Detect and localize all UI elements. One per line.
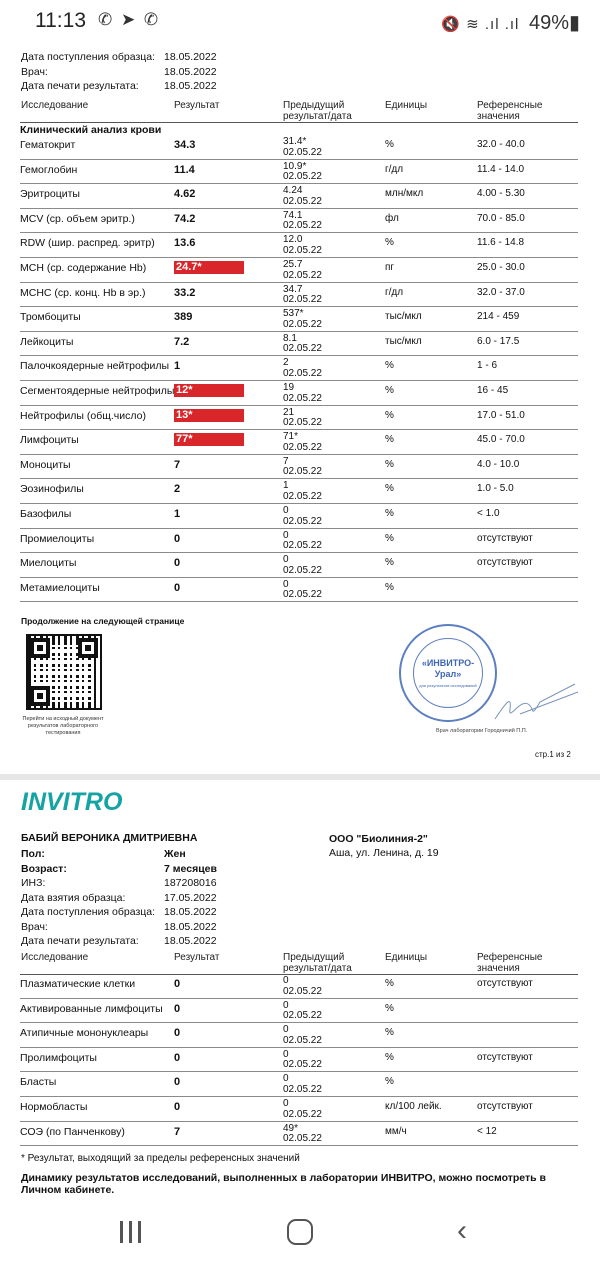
test-name: Активированные лимфоциты [20,1002,163,1015]
result-value: 7.2 [174,335,190,348]
reference-range: отсутствуют [477,1051,533,1063]
result-value: 389 [174,311,193,324]
info-row [21,905,217,919]
previous-result: 19 02.05.22 [283,382,322,404]
table-row [20,455,578,480]
table-row [20,184,578,209]
previous-result: 0 02.05.22 [283,975,322,997]
info-row [21,934,217,948]
reference-range: 4.00 - 5.30 [477,188,525,200]
result-value: 0 [174,1051,181,1064]
result-value: 0 [174,1101,181,1113]
result-value-flagged: 24.7* [174,261,244,274]
reference-range: отсутствуют [477,978,533,989]
reference-range: < 12 [477,1125,497,1137]
table-row [20,430,578,455]
test-name: Палочкоядерные нейтрофилы [20,360,170,373]
reference-range: 45.0 - 70.0 [477,434,525,446]
test-name: Пролимфоциты [20,1051,97,1064]
previous-result: 0 02.05.22 [283,1024,322,1046]
lab-name: ООО "Биолиния-2" [329,833,428,845]
test-name: Эритроциты [20,188,80,201]
reference-range: 214 - 459 [477,311,520,323]
info-row [21,847,186,861]
test-name: Лимфоциты [20,434,79,447]
signature [490,674,580,734]
invitro-logo: INVITRO [21,788,123,816]
unit: % [385,360,394,372]
info-value: 18.05.2022 [164,65,217,78]
test-name: Нейтрофилы (общ.число) [20,409,146,422]
unit: % [385,1051,394,1063]
qr-caption: Перейти на исходный документ результатов лабораторного тестирования [22,716,104,736]
footnote: * Результат, выходящий за пределы референсных значений [21,1153,300,1164]
unit: % [385,409,394,421]
document-page-1 [0,44,600,774]
reference-range: < 1.0 [477,508,500,519]
test-name: Бласты [20,1076,57,1089]
result-value: 2 [174,483,181,496]
info-row [21,920,217,934]
unit: % [385,581,394,593]
document-page-2 [0,780,600,1200]
info-value: 18.05.2022 [164,935,217,947]
table-row [20,553,578,578]
test-name: MCHC (ср. конц. Hb в эр.) [20,286,146,299]
test-name: Миелоциты [20,557,77,570]
table-row [20,406,578,431]
table-row [20,233,578,258]
info-label: Дата печати результата: [21,80,139,92]
result-value: 74.2 [174,212,196,225]
result-value: 11.4 [174,163,195,176]
result-value: 7 [174,1125,181,1138]
info-value: 187208016 [164,877,217,889]
result-value: 0 [174,1076,181,1089]
info-label: Дата печати результата: [21,935,139,947]
info-row [21,65,217,79]
test-name: Базофилы [20,508,72,520]
table-row [20,283,578,308]
divider [20,122,578,123]
test-name: Гемоглобин [20,163,78,176]
unit: % [385,434,394,446]
table-row [20,1048,578,1073]
result-value: 1 [174,360,181,373]
reference-range: 25.0 - 30.0 [477,262,525,273]
previous-result: 0 02.05.22 [283,529,322,552]
previous-result: 49* 02.05.22 [283,1122,322,1145]
unit: г/дл [385,163,404,175]
info-label: Дата взятия образца: [21,891,126,904]
table-row [20,504,578,529]
col-header-ref: Референсные значения [477,100,543,122]
info-row [21,876,217,890]
info-label: ИНЗ: [21,877,46,889]
back-button[interactable]: ‹ [457,1214,467,1247]
previous-result: 0 02.05.22 [283,505,322,527]
info-row [21,891,217,905]
result-value: 0 [174,557,181,570]
info-label: Дата поступления образца: [21,51,156,63]
info-row [21,79,217,93]
test-name: Эозинофилы [20,483,84,496]
info-value: 17.05.2022 [164,891,217,904]
battery-icon: 49%▮ [528,12,580,34]
unit: % [385,978,394,989]
col-header-test: Исследование [21,952,89,963]
reference-range: 70.0 - 85.0 [477,212,525,224]
reference-range: отсутствуют [477,1101,533,1112]
table-row [20,258,578,283]
test-name: Лейкоциты [20,335,74,348]
test-name: MCV (ср. объем эритр.) [20,212,135,225]
info-label: Врач: [21,920,48,933]
unit: % [385,508,394,519]
unit: % [385,1027,394,1039]
col-header-previous: Предыдущий результат/дата [283,952,352,974]
reference-range: отсутствуют [477,557,533,569]
table-row [20,356,578,381]
doctor-caption: Врач лаборатории Городничий П.П. [436,728,528,734]
table-row [20,307,578,332]
previous-result: 537* 02.05.22 [283,308,322,330]
result-value: 0 [174,1027,181,1040]
result-value: 0 [174,1002,181,1015]
previous-result: 12.0 02.05.22 [283,234,322,256]
status-time: 11:13 [35,9,86,32]
result-value: 1 [174,508,181,520]
unit: % [385,532,394,544]
previous-result: 2 02.05.22 [283,357,322,379]
unit: мм/ч [385,1125,407,1137]
previous-result: 0 02.05.22 [283,999,322,1022]
info-label: Врач: [21,65,48,78]
test-name: Атипичные мононуклеары [20,1027,149,1040]
previous-result: 31.4* 02.05.22 [283,136,322,158]
previous-result: 74.1 02.05.22 [283,209,322,232]
table-row [20,1072,578,1097]
test-name: Тромбоциты [20,311,81,324]
table-row [20,999,578,1024]
result-value: 0 [174,978,181,990]
col-header-units: Единицы [385,952,428,963]
unit: % [385,483,394,495]
unit: % [385,139,394,150]
reference-range: 16 - 45 [477,385,509,396]
previous-result: 71* 02.05.22 [283,431,322,453]
result-value: 4.62 [174,188,196,201]
result-value: 34.3 [174,139,196,151]
reference-range: 1 - 6 [477,360,498,372]
unit: % [385,557,394,569]
lab-address: Аша, ул. Ленина, д. 19 [329,847,439,859]
status-bar [0,0,600,44]
unit: кл/100 лейк. [385,1101,442,1112]
table-row [20,135,578,160]
table-row [20,209,578,234]
table-row [20,974,578,999]
previous-result: 0 02.05.22 [283,578,322,601]
unit: % [385,1002,394,1014]
test-name: СОЭ (по Панченкову) [20,1125,125,1138]
result-value: 33.2 [174,286,196,299]
test-name: Моноциты [20,458,71,471]
col-header-ref: Референсные значения [477,952,543,974]
result-value-flagged: 77* [174,433,244,446]
test-name: RDW (шир. распред. эритр) [20,237,155,250]
result-value: 0 [174,532,181,545]
unit: % [385,385,394,396]
dynamics-note: Динамику результатов исследований, выполненных в лаборатории ИНВИТРО, можно посмотреть в Личном кабинете. [21,1172,546,1196]
previous-result: 34.7 02.05.22 [283,283,322,306]
previous-result: 4.24 02.05.22 [283,185,322,207]
previous-result: 1 02.05.22 [283,480,322,502]
lab-stamp: «ИНВИТРО- Урал» для результатов исследований [399,624,497,722]
info-label: Пол: [21,848,45,860]
result-value: 7 [174,458,181,471]
test-name: Промиелоциты [20,532,95,545]
reference-range: 6.0 - 17.5 [477,335,520,347]
col-header-test: Исследование [21,100,89,111]
reference-range: 11.6 - 14.8 [477,237,525,249]
previous-result: 10.9* 02.05.22 [283,160,322,183]
unit: тыс/мкл [385,335,422,347]
reference-range: 17.0 - 51.0 [477,409,525,421]
qr-code[interactable] [26,634,102,710]
test-name: Гематокрит [20,139,76,151]
table-row [20,479,578,504]
recent-apps-button[interactable] [118,1221,144,1245]
reference-range: отсутствуют [477,532,533,544]
unit: % [385,237,394,249]
previous-result: 0 02.05.22 [283,1073,322,1095]
unit: млн/мкл [385,188,424,200]
previous-result: 8.1 02.05.22 [283,332,322,355]
reference-range: 4.0 - 10.0 [477,458,520,470]
table-row [20,529,578,554]
info-value: 18.05.2022 [164,51,217,63]
unit: % [385,1076,394,1088]
table-row [20,578,578,603]
previous-result: 0 02.05.22 [283,554,322,576]
reference-range: 1.0 - 5.0 [477,483,514,495]
previous-result: 25.7 02.05.22 [283,259,322,281]
table-row [20,1097,578,1122]
result-value-flagged: 12* [174,384,244,397]
signal-icon: 🔇 ≋ .ıl .ıl [441,16,520,33]
home-button[interactable] [287,1219,313,1245]
table-row [20,160,578,185]
unit: % [385,458,394,470]
reference-range: 32.0 - 37.0 [477,286,525,298]
col-header-previous: Предыдущий результат/дата [283,100,352,122]
continued-note: Продолжение на следующей странице [21,616,185,626]
previous-result: 7 02.05.22 [283,455,322,478]
previous-result: 21 02.05.22 [283,406,322,429]
info-row [21,862,217,876]
info-value: 18.05.2022 [164,920,217,933]
test-name: Сегментоядерные нейтрофилы [20,385,175,397]
info-label: Возраст: [21,862,67,875]
table-row [20,332,578,357]
page-number: стр.1 из 2 [535,750,571,759]
result-value: 13.6 [174,237,196,250]
navigation-bar [0,1200,600,1265]
info-value: Жен [164,848,186,860]
col-header-result: Результат [174,952,220,963]
test-name: MCH (ср. содержание Hb) [20,262,147,274]
col-header-units: Единицы [385,100,428,111]
section-title: Клинический анализ крови [20,124,162,136]
system-icons [441,10,580,35]
info-value: 7 месяцев [164,862,217,875]
unit: фл [385,212,399,224]
notification-icons: ✆ ➤ ✆ [98,10,161,29]
test-name: Нормобласты [20,1101,88,1113]
unit: пг [385,262,395,273]
table-row [20,381,578,406]
reference-range: 11.4 - 14.0 [477,163,525,175]
info-value: 18.05.2022 [164,80,217,92]
previous-result: 0 02.05.22 [283,1048,322,1071]
col-header-result: Результат [174,100,220,111]
table-row [20,1023,578,1048]
reference-range: 32.0 - 40.0 [477,139,525,150]
patient-name: БАБИЙ ВЕРОНИКА ДМИТРИЕВНА [21,832,198,844]
table-row [20,1122,578,1147]
lab-info [329,832,439,860]
unit: г/дл [385,286,404,298]
info-row [21,50,217,64]
info-label: Дата поступления образца: [21,906,156,918]
result-value: 0 [174,581,181,594]
test-name: Плазматические клетки [20,978,136,990]
previous-result: 0 02.05.22 [283,1098,322,1120]
unit: тыс/мкл [385,311,422,323]
info-value: 18.05.2022 [164,906,217,918]
result-value-flagged: 13* [174,409,244,422]
test-name: Метамиелоциты [20,581,100,594]
